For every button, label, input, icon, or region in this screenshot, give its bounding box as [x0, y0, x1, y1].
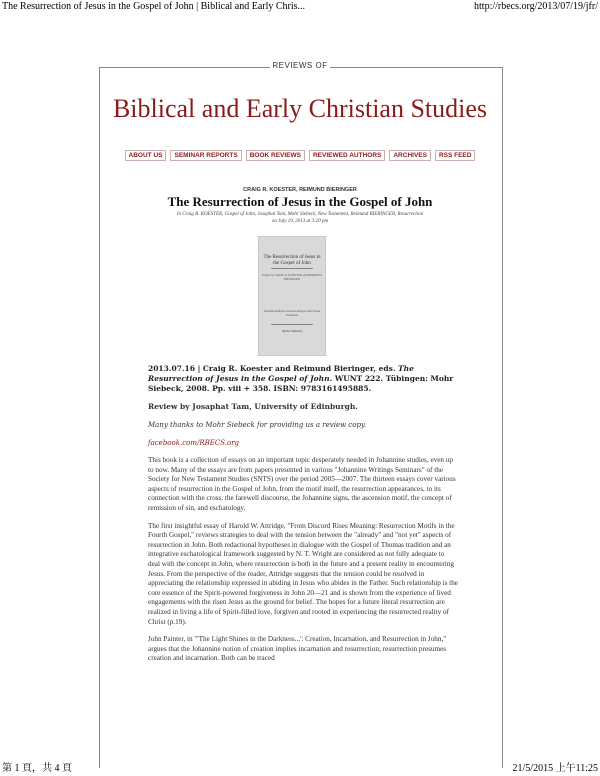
review-paragraph: John Painter, in "'The Light Shines in the Darkness...': Creation, Incarnation, and Resurrection in John," argues that the Johannine notion of creation implies incarnation and resurrection; resurrection presumes creation and incarnation. Both can be traced — [148, 635, 447, 663]
review-content — [148, 364, 458, 672]
nav-seminar-reports[interactable]: SEMINAR REPORTS — [170, 150, 241, 161]
nav-reviewed-authors[interactable]: REVIEWED AUTHORS — [309, 150, 385, 161]
print-footer — [0, 762, 600, 776]
nav-rss-feed[interactable]: RSS FEED — [435, 150, 476, 161]
site-title[interactable]: Biblical and Early Christian Studies — [112, 94, 488, 123]
cover-series: Wissenschaftliche Untersuchungen zum Neuen Testament — [263, 309, 321, 317]
cover-editors: Edited by CRAIG R. KOESTER and REIMUND BIERINGER — [262, 273, 322, 281]
book-cover — [258, 236, 326, 356]
review-paragraph: The first insightful essay of Harold W. Attridge, "From Discord Rises Meaning: Resurrection Motifs in the Fourth Gospel," reviews strategies to deal with the tension between the "already" and "not yet" aspects of resurrection in John. Both redactional hypotheses in dialogue with the Gospel of Thomas tradition and an integrative eschatological framework suggested by N. T. Wright are considered as not fully adequate to deal with the concept in John, where resurrection is both in the future and a present reality in encountering Jesus. From the perspective of the reader, Attridge suggests that the tension could be resolved in appreciating the relationship expressed in abiding in Jesus who abides in the Father. Such relationship is the core essence of the Spirit-powered forgiveness in John 20—21 and is shown from the experience of lived engagements with the risen Jesus as the ground for belief. The hopes for a future literal resurrection are realized in living a life of Spirit-filled love, forgiven and rooted in experiencing the resurrected reality of Christ (p.19). — [148, 521, 458, 626]
citation-prefix: 2013.07.16 | Craig R. Koester and Reimund Bieringer, eds. — [148, 364, 399, 373]
review-date: on July 19, 2013 at 3:20 pm — [271, 219, 329, 224]
main-nav — [120, 150, 480, 161]
citation-suffix: . WUNT 222. Tübingen: Mohr Siebeck, 2008. Pp. viii + 358. ISBN: 9783161495885. — [148, 374, 454, 393]
page-count: 第 1 頁，共 4 頁 — [2, 763, 72, 774]
nav-about-us[interactable]: ABOUT US — [125, 150, 167, 161]
review-title: The Resurrection of Jesus in the Gospel of John — [167, 194, 433, 209]
print-header-url: http://rbecs.org/2013/07/19/jfr/ — [474, 1, 598, 12]
citation-title: The Resurrection of Jesus in the Gospel of John — [148, 364, 414, 383]
nav-archives[interactable]: ARCHIVES — [389, 150, 431, 161]
review-authors[interactable]: CRAIG R. KOESTER, REIMUND BIERINGER — [243, 187, 357, 193]
reviewer-line: Review by Josaphat Tam, University of Edinburgh. — [148, 402, 358, 411]
thanks-line: Many thanks to Mohr Siebeck for providing us a review copy. — [148, 421, 367, 429]
book-citation — [148, 364, 458, 394]
facebook-link[interactable]: facebook.com/RBECS.org — [148, 439, 240, 447]
review-meta — [150, 211, 450, 225]
reviews-of-label: REVIEWS OF — [270, 61, 330, 70]
print-header-title: The Resurrection of Jesus in the Gospel of John | Biblical and Early Chris... — [2, 1, 306, 12]
review-paragraph: This book is a collection of essays on an important topic desperately needed in Johannine studies, even up to now. Many of the essays are from papers presented in various "Johannine Writings Seminars" of the Society for New Testament Studies (SNTS) over the period 2005—2007. The thirteen essays cover various aspects of resurrection in the Gospel of John, from the motif itself, the resurrection appearances, to its connection with the cross, the farewell discourse, the Johannine signs, the ascension motif, the concept of remission of sin, and eschatology. — [148, 456, 456, 512]
cover-rule — [271, 268, 313, 269]
print-header — [0, 0, 600, 14]
cover-title: The Resurrection of Jesus in the Gospel of John — [263, 255, 321, 266]
cover-publisher: Mohr Siebeck — [282, 329, 302, 333]
review-categories[interactable]: In Craig R. KOESTER, Gospel of John, Josaphat Tam, Mohr Siebeck, New Testament, Reimund BIERINGER, Resurrection — [176, 212, 424, 217]
print-timestamp: 21/5/2015 上午11:25 — [512, 763, 598, 774]
nav-book-reviews[interactable]: BOOK REVIEWS — [246, 150, 305, 161]
cover-rule — [271, 324, 313, 325]
